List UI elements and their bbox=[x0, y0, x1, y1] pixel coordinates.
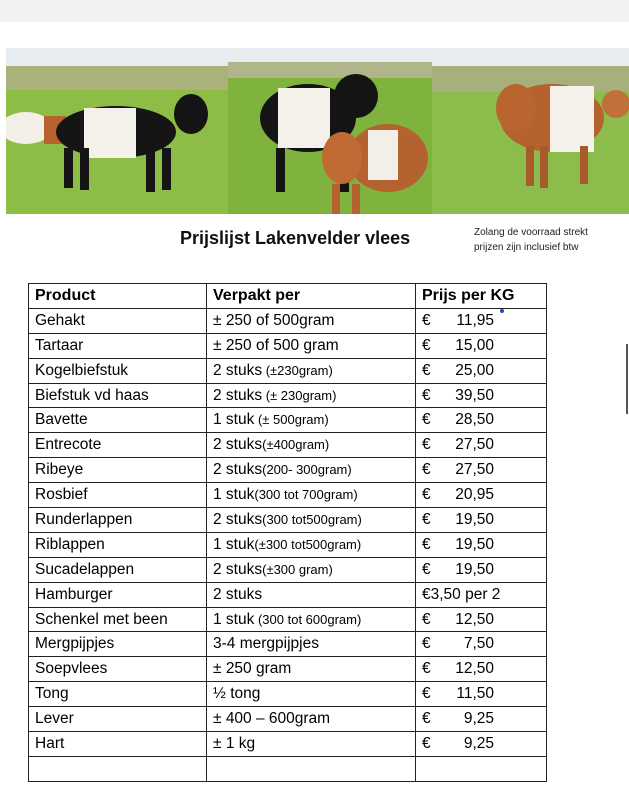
currency-symbol: € bbox=[422, 486, 431, 504]
pack-cell bbox=[207, 508, 416, 533]
product-cell: Hart bbox=[29, 732, 207, 757]
price-cell bbox=[416, 408, 547, 433]
currency-symbol: € bbox=[422, 311, 431, 329]
product-cell: Biefstuk vd haas bbox=[29, 383, 207, 408]
table-row bbox=[29, 607, 547, 632]
pack-main: 2 stuks bbox=[213, 436, 263, 454]
table-row bbox=[29, 582, 547, 607]
header-price: Prijs per KG bbox=[416, 284, 547, 309]
pack-cell bbox=[207, 383, 416, 408]
price-value: 39,50 bbox=[455, 386, 494, 404]
price-cell bbox=[416, 756, 547, 781]
product-cell: Tong bbox=[29, 682, 207, 707]
price-value: €3,50 per 2 bbox=[422, 585, 501, 603]
pack-cell bbox=[207, 682, 416, 707]
pack-main: ½ tong bbox=[213, 685, 261, 703]
table-row bbox=[29, 433, 547, 458]
pack-main: 2 stuks bbox=[213, 461, 263, 479]
product-cell: Soepvlees bbox=[29, 657, 207, 682]
pack-cell bbox=[207, 458, 416, 483]
price-value: 19,50 bbox=[455, 510, 494, 528]
black-belted-cow-photo bbox=[6, 48, 228, 214]
price-cell bbox=[416, 607, 547, 632]
table-header-row bbox=[29, 284, 547, 309]
price-cell bbox=[416, 383, 547, 408]
product-cell: Bavette bbox=[29, 408, 207, 433]
price-value: 9,25 bbox=[463, 734, 494, 752]
pack-cell bbox=[207, 333, 416, 358]
currency-symbol: € bbox=[422, 510, 431, 528]
stock-note-line: Zolang de voorraad strekt bbox=[474, 227, 588, 238]
price-cell bbox=[416, 433, 547, 458]
pack-main: 2 stuks bbox=[213, 585, 263, 603]
price-value: 15,00 bbox=[455, 336, 494, 354]
price-value: 9,25 bbox=[463, 710, 494, 728]
table-row bbox=[29, 408, 547, 433]
pack-weight: (300 tot500gram) bbox=[262, 511, 362, 527]
product-cell: Lever bbox=[29, 707, 207, 732]
currency-symbol: € bbox=[422, 710, 431, 728]
table-row bbox=[29, 557, 547, 582]
pack-weight: (±230gram) bbox=[262, 362, 333, 378]
currency-symbol: € bbox=[422, 685, 431, 703]
table-row bbox=[29, 508, 547, 533]
page-title: Prijslijst Lakenvelder vlees bbox=[180, 228, 411, 248]
pack-cell bbox=[207, 308, 416, 333]
currency-symbol: € bbox=[422, 535, 431, 553]
price-cell bbox=[416, 657, 547, 682]
pack-cell bbox=[207, 707, 416, 732]
price-value: 27,50 bbox=[455, 436, 494, 454]
currency-symbol: € bbox=[422, 336, 431, 354]
price-value: 7,50 bbox=[463, 635, 494, 653]
table-row bbox=[29, 707, 547, 732]
price-value: 20,95 bbox=[455, 486, 494, 504]
table-row bbox=[29, 756, 547, 781]
table-row bbox=[29, 458, 547, 483]
price-value: 19,50 bbox=[455, 535, 494, 553]
price-cell bbox=[416, 483, 547, 508]
product-cell: Entrecote bbox=[29, 433, 207, 458]
pack-weight: (±300 gram) bbox=[262, 561, 333, 577]
table-row bbox=[29, 333, 547, 358]
price-value: 27,50 bbox=[455, 461, 494, 479]
product-cell: Hamburger bbox=[29, 582, 207, 607]
price-cell bbox=[416, 333, 547, 358]
table-row bbox=[29, 483, 547, 508]
currency-symbol: € bbox=[422, 560, 431, 578]
currency-symbol: € bbox=[422, 361, 431, 379]
cow-with-calf-photo bbox=[228, 48, 432, 214]
table-row bbox=[29, 657, 547, 682]
price-value: 19,50 bbox=[455, 560, 494, 578]
red-belted-cow-photo bbox=[432, 48, 629, 214]
pack-weight: (± 500gram) bbox=[254, 412, 329, 428]
table-row bbox=[29, 308, 547, 333]
price-cell bbox=[416, 508, 547, 533]
table-row bbox=[29, 383, 547, 408]
pack-cell bbox=[207, 582, 416, 607]
pack-cell bbox=[207, 408, 416, 433]
price-value: 11,95 bbox=[456, 311, 494, 329]
currency-symbol: € bbox=[422, 436, 431, 454]
price-cell bbox=[416, 582, 547, 607]
pack-cell bbox=[207, 483, 416, 508]
pack-cell bbox=[207, 358, 416, 383]
pack-cell bbox=[207, 732, 416, 757]
price-cell bbox=[416, 358, 547, 383]
product-cell: Gehakt bbox=[29, 308, 207, 333]
pack-weight: (300 tot 600gram) bbox=[254, 611, 362, 627]
currency-symbol: € bbox=[422, 386, 431, 404]
price-value: 28,50 bbox=[455, 411, 494, 429]
pack-cell bbox=[207, 557, 416, 582]
pack-main: 1 stuk bbox=[213, 610, 255, 628]
pack-main: 2 stuks bbox=[213, 361, 263, 379]
blue-dot-mark bbox=[500, 309, 504, 313]
price-value: 25,00 bbox=[455, 361, 494, 379]
header-pack: Verpakt per bbox=[207, 284, 416, 309]
price-cell bbox=[416, 557, 547, 582]
price-cell bbox=[416, 707, 547, 732]
pack-main: 3-4 mergpijpjes bbox=[213, 635, 319, 653]
pack-main: 1 stuk bbox=[213, 486, 255, 504]
pack-cell bbox=[207, 607, 416, 632]
pack-cell bbox=[207, 657, 416, 682]
pack-cell bbox=[207, 756, 416, 781]
stock-note bbox=[474, 225, 588, 255]
pack-weight: (±300 tot500gram) bbox=[254, 536, 362, 552]
currency-symbol: € bbox=[422, 734, 431, 752]
product-cell: Sucadelappen bbox=[29, 557, 207, 582]
price-cell bbox=[416, 632, 547, 657]
cow-photo-banner bbox=[6, 48, 629, 214]
currency-symbol: € bbox=[422, 635, 431, 653]
pack-main: 1 stuk bbox=[213, 411, 255, 429]
table-row bbox=[29, 358, 547, 383]
currency-symbol: € bbox=[422, 411, 431, 429]
price-table bbox=[28, 283, 547, 782]
pack-main: 2 stuks bbox=[213, 386, 263, 404]
price-value: 12,50 bbox=[455, 660, 494, 678]
header-product: Product bbox=[29, 284, 207, 309]
table-row bbox=[29, 732, 547, 757]
price-value: 11,50 bbox=[456, 685, 494, 703]
pack-main: ± 400 – 600gram bbox=[213, 710, 331, 728]
pack-weight: (±400gram) bbox=[262, 437, 330, 453]
price-cell bbox=[416, 458, 547, 483]
price-cell bbox=[416, 532, 547, 557]
price-cell bbox=[416, 732, 547, 757]
pack-main: ± 250 gram bbox=[213, 660, 292, 678]
pack-weight: (± 230gram) bbox=[262, 387, 337, 403]
table-row bbox=[29, 532, 547, 557]
product-cell: Kogelbiefstuk bbox=[29, 358, 207, 383]
pack-cell bbox=[207, 532, 416, 557]
vat-note-line: prijzen zijn inclusief btw bbox=[474, 242, 579, 253]
scrollbar-edge bbox=[626, 344, 628, 414]
pack-main: ± 250 of 500 gram bbox=[213, 336, 339, 354]
product-cell: Rosbief bbox=[29, 483, 207, 508]
product-cell: Runderlappen bbox=[29, 508, 207, 533]
pack-main: ± 250 of 500gram bbox=[213, 311, 335, 329]
product-cell: Schenkel met been bbox=[29, 607, 207, 632]
product-cell: Mergpijpjes bbox=[29, 632, 207, 657]
pack-cell bbox=[207, 433, 416, 458]
pack-weight: (300 tot 700gram) bbox=[254, 487, 358, 503]
product-cell bbox=[29, 756, 207, 781]
currency-symbol: € bbox=[422, 660, 431, 678]
pack-weight: (200- 300gram) bbox=[262, 462, 352, 478]
price-value: 12,50 bbox=[455, 610, 494, 628]
price-cell bbox=[416, 308, 547, 333]
currency-symbol: € bbox=[422, 610, 431, 628]
table-row bbox=[29, 632, 547, 657]
price-cell bbox=[416, 682, 547, 707]
product-cell: Tartaar bbox=[29, 333, 207, 358]
pack-cell bbox=[207, 632, 416, 657]
table-row bbox=[29, 682, 547, 707]
pack-main: ± 1 kg bbox=[213, 734, 256, 752]
document-page bbox=[0, 22, 629, 800]
pack-main: 1 stuk bbox=[213, 535, 255, 553]
pack-main: 2 stuks bbox=[213, 560, 263, 578]
pack-main: 2 stuks bbox=[213, 510, 263, 528]
currency-symbol: € bbox=[422, 461, 431, 479]
product-cell: Ribeye bbox=[29, 458, 207, 483]
product-cell: Riblappen bbox=[29, 532, 207, 557]
